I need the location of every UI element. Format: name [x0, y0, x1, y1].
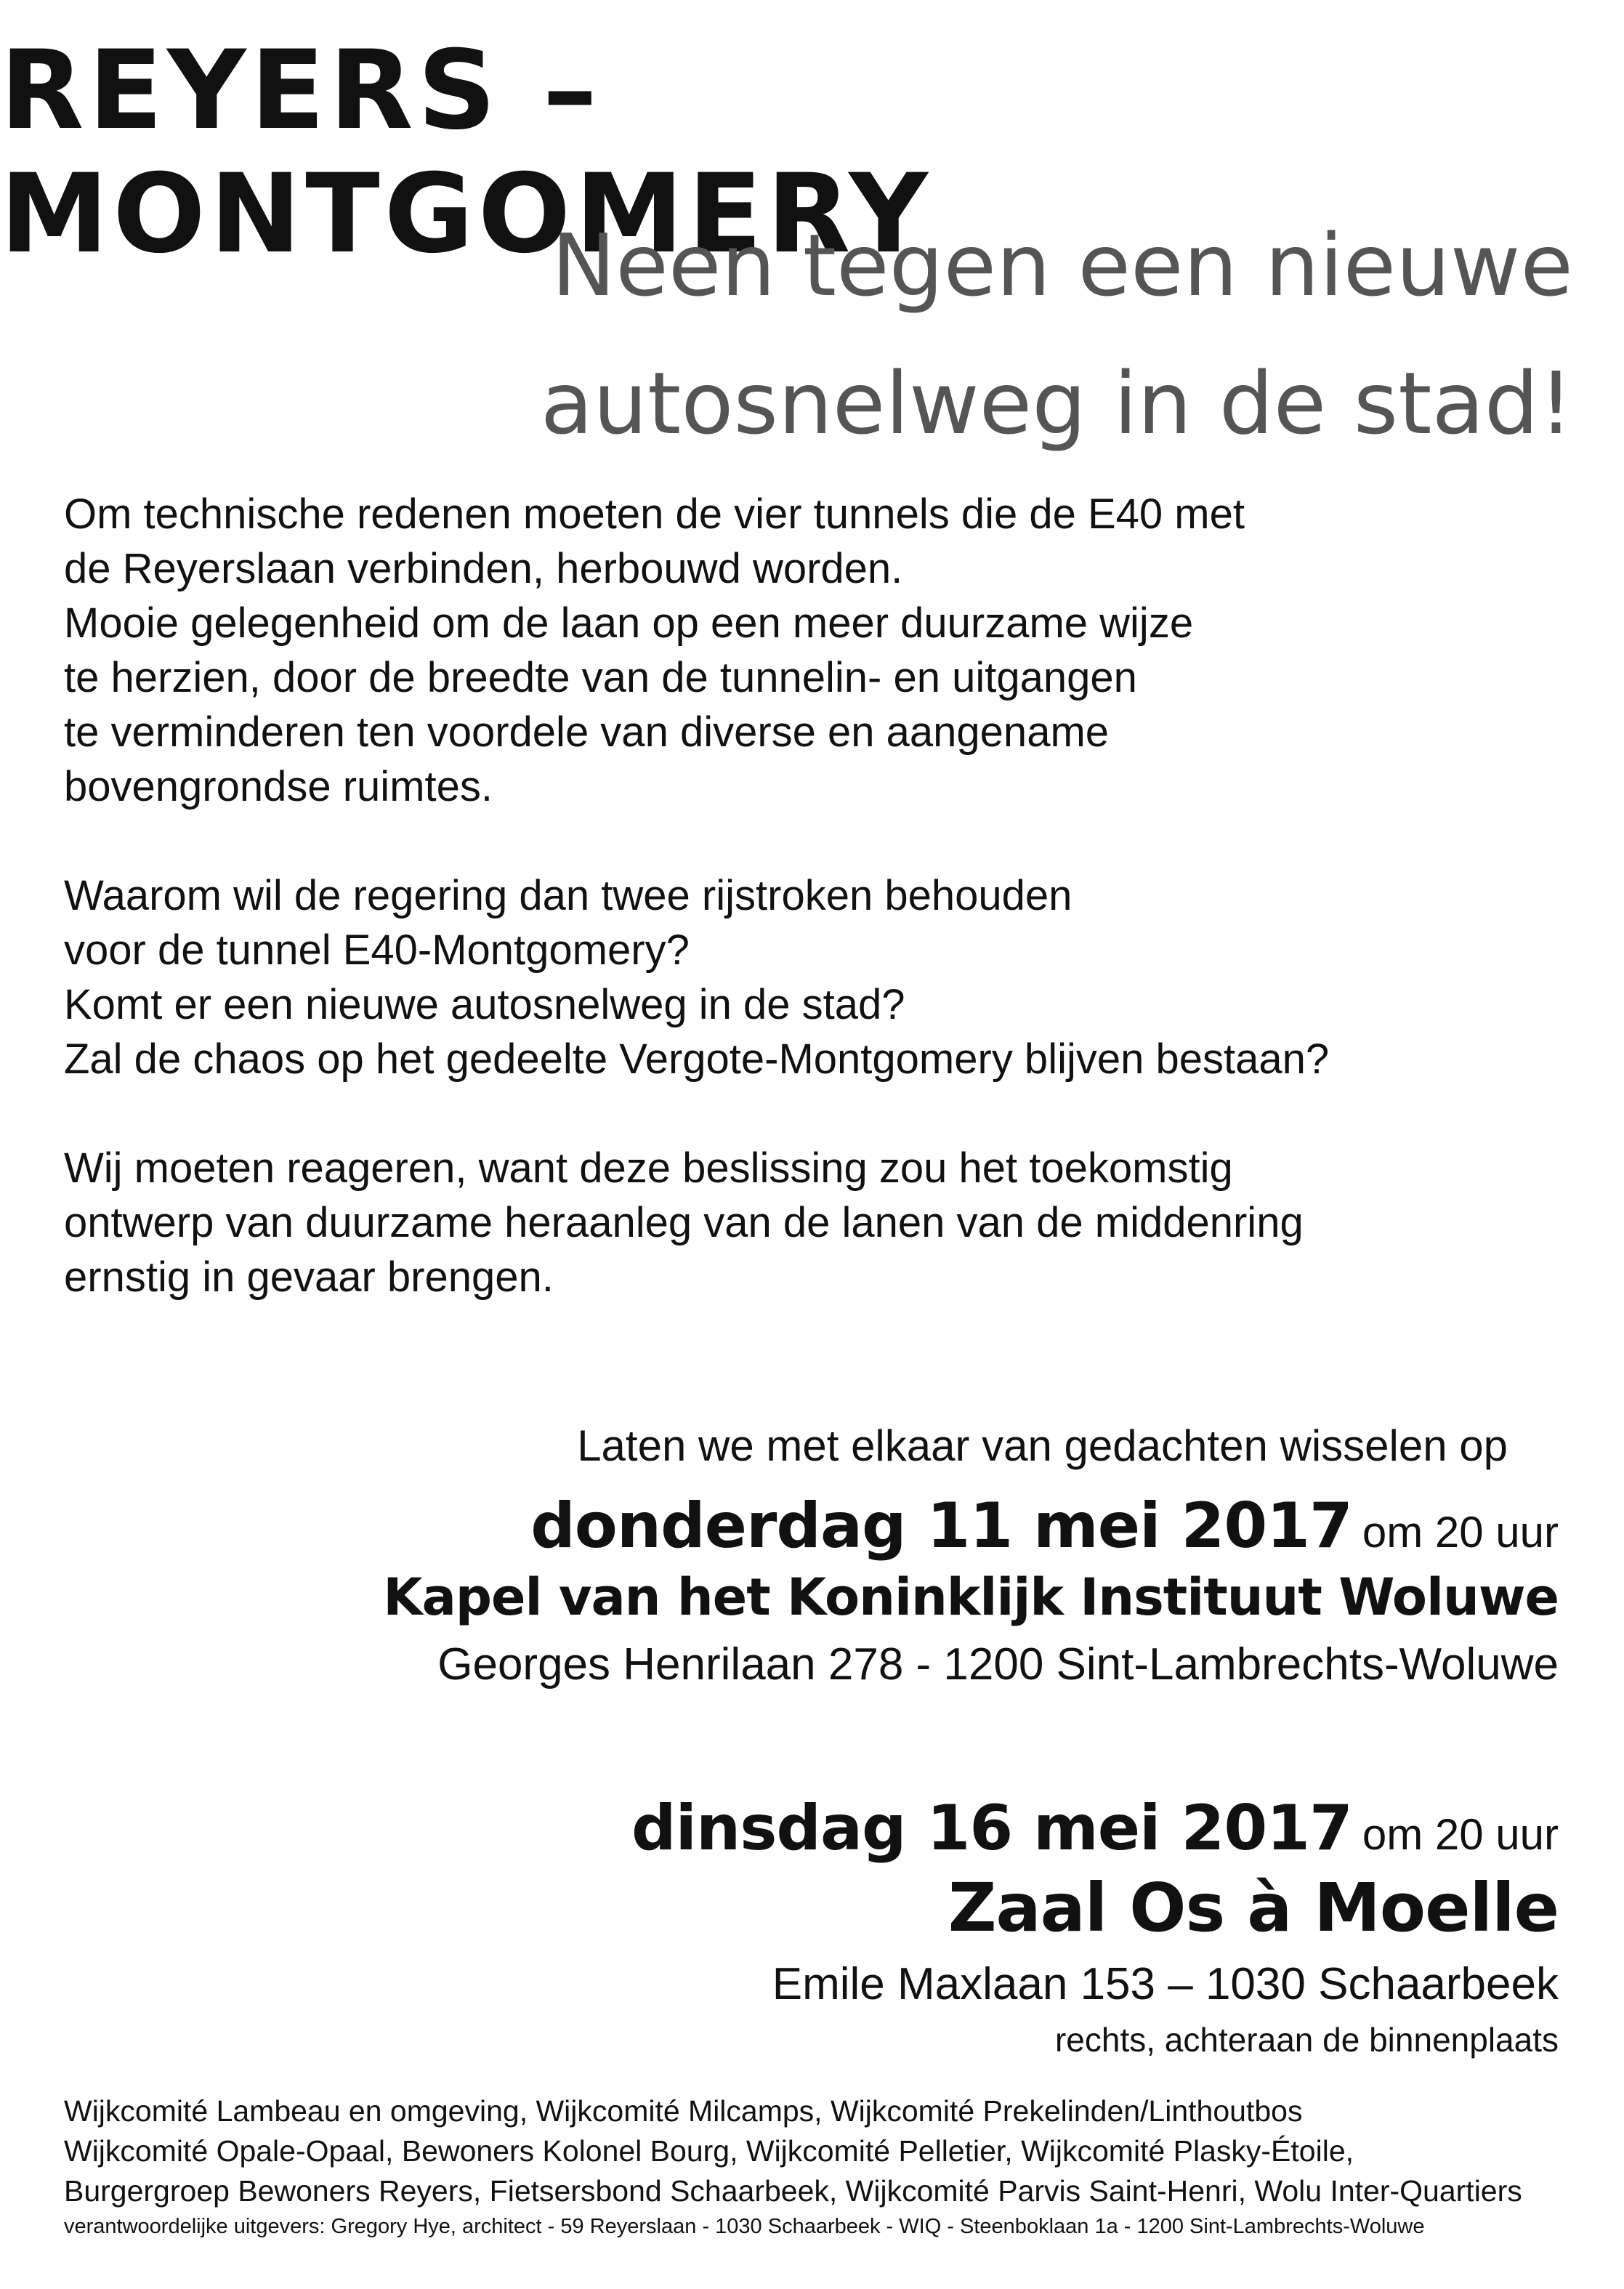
event1-venue: Kapel van het Koninklijk Instituut Woluwe: [383, 1567, 1559, 1627]
paragraph: [64, 487, 1590, 814]
footer-publisher: verantwoordelijke uitgevers: Gregory Hye, architect - 59 Reyerslaan - 1030 Schaarbeek - WIQ - Steenboklaan 1a - 1200 Sint-Lambrechts-Woluwe: [64, 2215, 1425, 2238]
invitation-intro: Laten we met elkaar van gedachten wisselen op: [577, 1421, 1508, 1470]
paragraph: [64, 868, 1590, 1086]
paragraph-line: te verminderen ten voordele van diverse en aangename: [64, 708, 1110, 756]
footer-organizations-line: Wijkcomité Lambeau en omgeving, Wijkcomité Milcamps, Wijkcomité Prekelinden/Linthoutbos: [64, 2094, 1303, 2128]
paragraph-line: Om technische redenen moeten de vier tunnels die de E40 met: [64, 490, 1245, 538]
event1-date: donderdag 11 mei 2017: [530, 1490, 1352, 1562]
paragraph-line: Wij moeten reageren, want deze beslissing zou het toekomstig: [64, 1144, 1233, 1192]
event2-date: dinsdag 16 mei 2017: [631, 1792, 1352, 1865]
paragraph-line: Komt er een nieuwe autosnelweg in de stad?: [64, 981, 905, 1028]
paragraph-line: te herzien, door de breedte van de tunnelin- en uitgangen: [64, 654, 1137, 701]
paragraph-line: voor de tunnel E40-Montgomery?: [64, 926, 690, 974]
paragraph-line: bovengrondse ruimtes.: [64, 763, 493, 810]
event1-date-line: [383, 1490, 1559, 1562]
event2-date-line: [383, 1792, 1559, 1865]
event1-address: Georges Henrilaan 278 - 1200 Sint-Lambrechts-Woluwe: [437, 1639, 1559, 1690]
invitation: [383, 1417, 1559, 2062]
footer-organizations-line: Burgergroep Bewoners Reyers, Fietsersbond Schaarbeek, Wijkcomité Parvis Saint-Henri, Wolu Inter-Quartiers: [64, 2174, 1522, 2208]
event2-address: Emile Maxlaan 153 – 1030 Schaarbeek: [772, 1959, 1559, 2009]
footer: [64, 2091, 1590, 2242]
paragraph-line: Waarom wil de regering dan twee rijstroken behouden: [64, 872, 1072, 919]
paragraph-line: Mooie gelegenheid om de laan op een meer duurzame wijze: [64, 600, 1194, 647]
subtitle-line: autosnelweg in de stad!: [540, 353, 1573, 453]
event2-note: rechts, achteraan de binnenplaats: [1054, 2021, 1559, 2059]
paragraph-line: ernstig in gevaar brengen.: [64, 1254, 554, 1301]
paragraph-line: de Reyerslaan verbinden, herbouwd worden.: [64, 545, 903, 592]
event2-venue: Zaal Os à Moelle: [948, 1869, 1559, 1947]
event1-time: om 20 uur: [1362, 1508, 1559, 1557]
body-text: [64, 487, 1590, 1359]
paragraph: [64, 1141, 1590, 1304]
paragraph-line: ontwerp van duurzame heraanleg van de lanen van de middenring: [64, 1199, 1304, 1246]
subtitle-line: Neen tegen een nieuwe: [552, 215, 1573, 315]
page-title: REYERS – MONTGOMERY: [0, 28, 932, 278]
page-subtitle: [541, 196, 1573, 472]
event2-time: om 20 uur: [1362, 1810, 1559, 1859]
footer-organizations-line: Wijkcomité Opale-Opaal, Bewoners Kolonel Bourg, Wijkcomité Pelletier, Wijkcomité Plasky-Étoile,: [64, 2134, 1354, 2168]
paragraph-line: Zal de chaos op het gedeelte Vergote-Montgomery blijven bestaan?: [64, 1036, 1330, 1083]
